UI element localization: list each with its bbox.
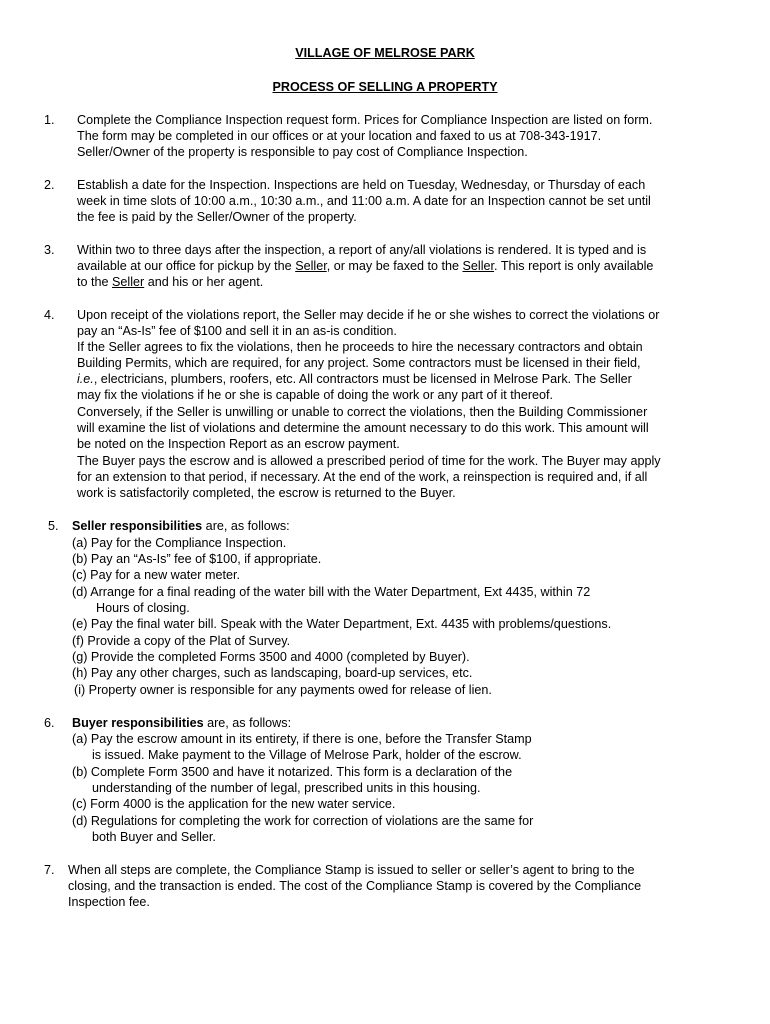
item-text-line: Complete the Compliance Inspection request form. Prices for Compliance Inspection are listed on form. xyxy=(77,113,653,127)
sub-item: (e) Pay the final water bill. Speak with the Water Department, Ext. 4435 with problems/questions. xyxy=(72,617,612,631)
sub-item: (i) Property owner is responsible for any payments owed for release of lien. xyxy=(74,683,492,697)
sub-item: (a) Pay the escrow amount in its entirety, if there is one, before the Transfer Stamp xyxy=(72,732,532,746)
sub-item: (d) Regulations for completing the work for correction of violations are the same for xyxy=(72,814,534,828)
item-heading xyxy=(72,518,290,534)
sub-item: (c) Pay for a new water meter. xyxy=(72,568,240,582)
text-segment: , electricians, plumbers, roofers, etc. All contractors must be licensed in Melrose Park. The Seller xyxy=(93,372,632,386)
ie-italic: i.e. xyxy=(77,372,94,386)
item-number: 4. xyxy=(44,308,55,322)
sub-item: (f) Provide a copy of the Plat of Survey. xyxy=(72,634,291,648)
seller-underlined: Seller xyxy=(295,259,327,273)
heading-rest: are, as follows: xyxy=(202,519,290,533)
text-segment: , or may be faxed to the xyxy=(326,259,463,273)
document-title: VILLAGE OF MELROSE PARK xyxy=(295,46,475,60)
seller-underlined: Seller xyxy=(112,275,145,289)
item-heading xyxy=(72,715,291,731)
sub-item-continuation: is issued. Make payment to the Village of Melrose Park, holder of the escrow. xyxy=(92,748,522,762)
item-text-line: Establish a date for the Inspection. Inspections are held on Tuesday, Wednesday, or Thursday of each xyxy=(77,178,646,192)
sub-item: (b) Complete Form 3500 and have it notarized. This form is a declaration of the xyxy=(72,765,513,779)
item-text-line: If the Seller agrees to fix the violations, then he proceeds to hire the necessary contractors and obtain xyxy=(77,340,643,354)
item-number: 7. xyxy=(44,863,55,877)
sub-item: (g) Provide the completed Forms 3500 and 4000 (completed by Buyer). xyxy=(72,650,470,664)
sub-item: (a) Pay for the Compliance Inspection. xyxy=(72,536,287,550)
item-text-line: may fix the violations if he or she is capable of doing the work or any part of it thereof. xyxy=(77,388,554,402)
sub-item: (b) Pay an “As-Is” fee of $100, if appropriate. xyxy=(72,552,322,566)
item-text-line: the fee is paid by the Seller/Owner of the property. xyxy=(77,210,357,224)
item-text-line: will examine the list of violations and determine the amount necessary to do this work. This amount will xyxy=(77,421,649,435)
item-text-line: Seller/Owner of the property is responsible to pay cost of Compliance Inspection. xyxy=(77,145,528,159)
item-number: 1. xyxy=(44,113,55,127)
item-number: 2. xyxy=(44,178,55,192)
item-text-line: for an extension to that period, if necessary. At the end of the work, a reinspection is required and, if all xyxy=(77,470,648,484)
heading-bold: Seller responsibilities xyxy=(72,519,203,533)
item-text-line xyxy=(77,258,653,274)
sub-item: (d) Arrange for a final reading of the water bill with the Water Department, Ext 4435, within 72 xyxy=(72,585,591,599)
item-text-line: be noted on the Inspection Report as an escrow payment. xyxy=(77,437,400,451)
item-number: 3. xyxy=(44,243,55,257)
item-text-line xyxy=(77,274,263,290)
item-text-line: Within two to three days after the inspection, a report of any/all violations is rendered. It is typed and is xyxy=(77,243,647,257)
sub-item: (h) Pay any other charges, such as landscaping, board-up services, etc. xyxy=(72,666,473,680)
item-text-line: When all steps are complete, the Compliance Stamp is issued to seller or seller’s agent to bring to the xyxy=(68,863,635,877)
item-text-line: Upon receipt of the violations report, the Seller may decide if he or she wishes to correct the violations or xyxy=(77,308,660,322)
text-segment: . This report is only available xyxy=(494,259,654,273)
sub-item-continuation: Hours of closing. xyxy=(96,601,190,615)
sub-item: (c) Form 4000 is the application for the new water service. xyxy=(72,797,396,811)
item-text-line: Building Permits, which are required, for any project. Some contractors must be licensed in their field, xyxy=(77,356,641,370)
heading-bold: Buyer responsibilities xyxy=(72,716,204,730)
item-text-line: week in time slots of 10:00 a.m., 10:30 a.m., and 11:00 a.m. A date for an Inspection cannot be set until xyxy=(77,194,651,208)
heading-rest: are, as follows: xyxy=(203,716,292,730)
item-text-line: work is satisfactorily completed, the escrow is returned to the Buyer. xyxy=(77,486,456,500)
item-text-line: Conversely, if the Seller is unwilling or unable to correct the violations, then the Building Commissioner xyxy=(77,405,648,419)
item-text-line: The form may be completed in our offices or at your location and faxed to us at 708-343-1917. xyxy=(77,129,602,143)
sub-item-continuation: understanding of the number of legal, prescribed units in this housing. xyxy=(92,781,481,795)
item-text-line: Inspection fee. xyxy=(68,895,150,909)
item-number: 5. xyxy=(48,519,59,533)
item-text-line: closing, and the transaction is ended. The cost of the Compliance Stamp is covered by the Compliance xyxy=(68,879,642,893)
item-text-line xyxy=(77,371,632,387)
text-segment: and his or her agent. xyxy=(144,275,264,289)
text-segment: available at our office for pickup by the xyxy=(77,259,296,273)
item-number: 6. xyxy=(44,716,55,730)
sub-item-continuation: both Buyer and Seller. xyxy=(92,830,216,844)
seller-underlined: Seller xyxy=(462,259,495,273)
document-subtitle: PROCESS OF SELLING A PROPERTY xyxy=(272,80,498,94)
text-segment: to the xyxy=(77,275,113,289)
item-text-line: The Buyer pays the escrow and is allowed a prescribed period of time for the work. The Buyer may apply xyxy=(77,454,661,468)
item-text-line: pay an “As-Is” fee of $100 and sell it in an as-is condition. xyxy=(77,324,397,338)
